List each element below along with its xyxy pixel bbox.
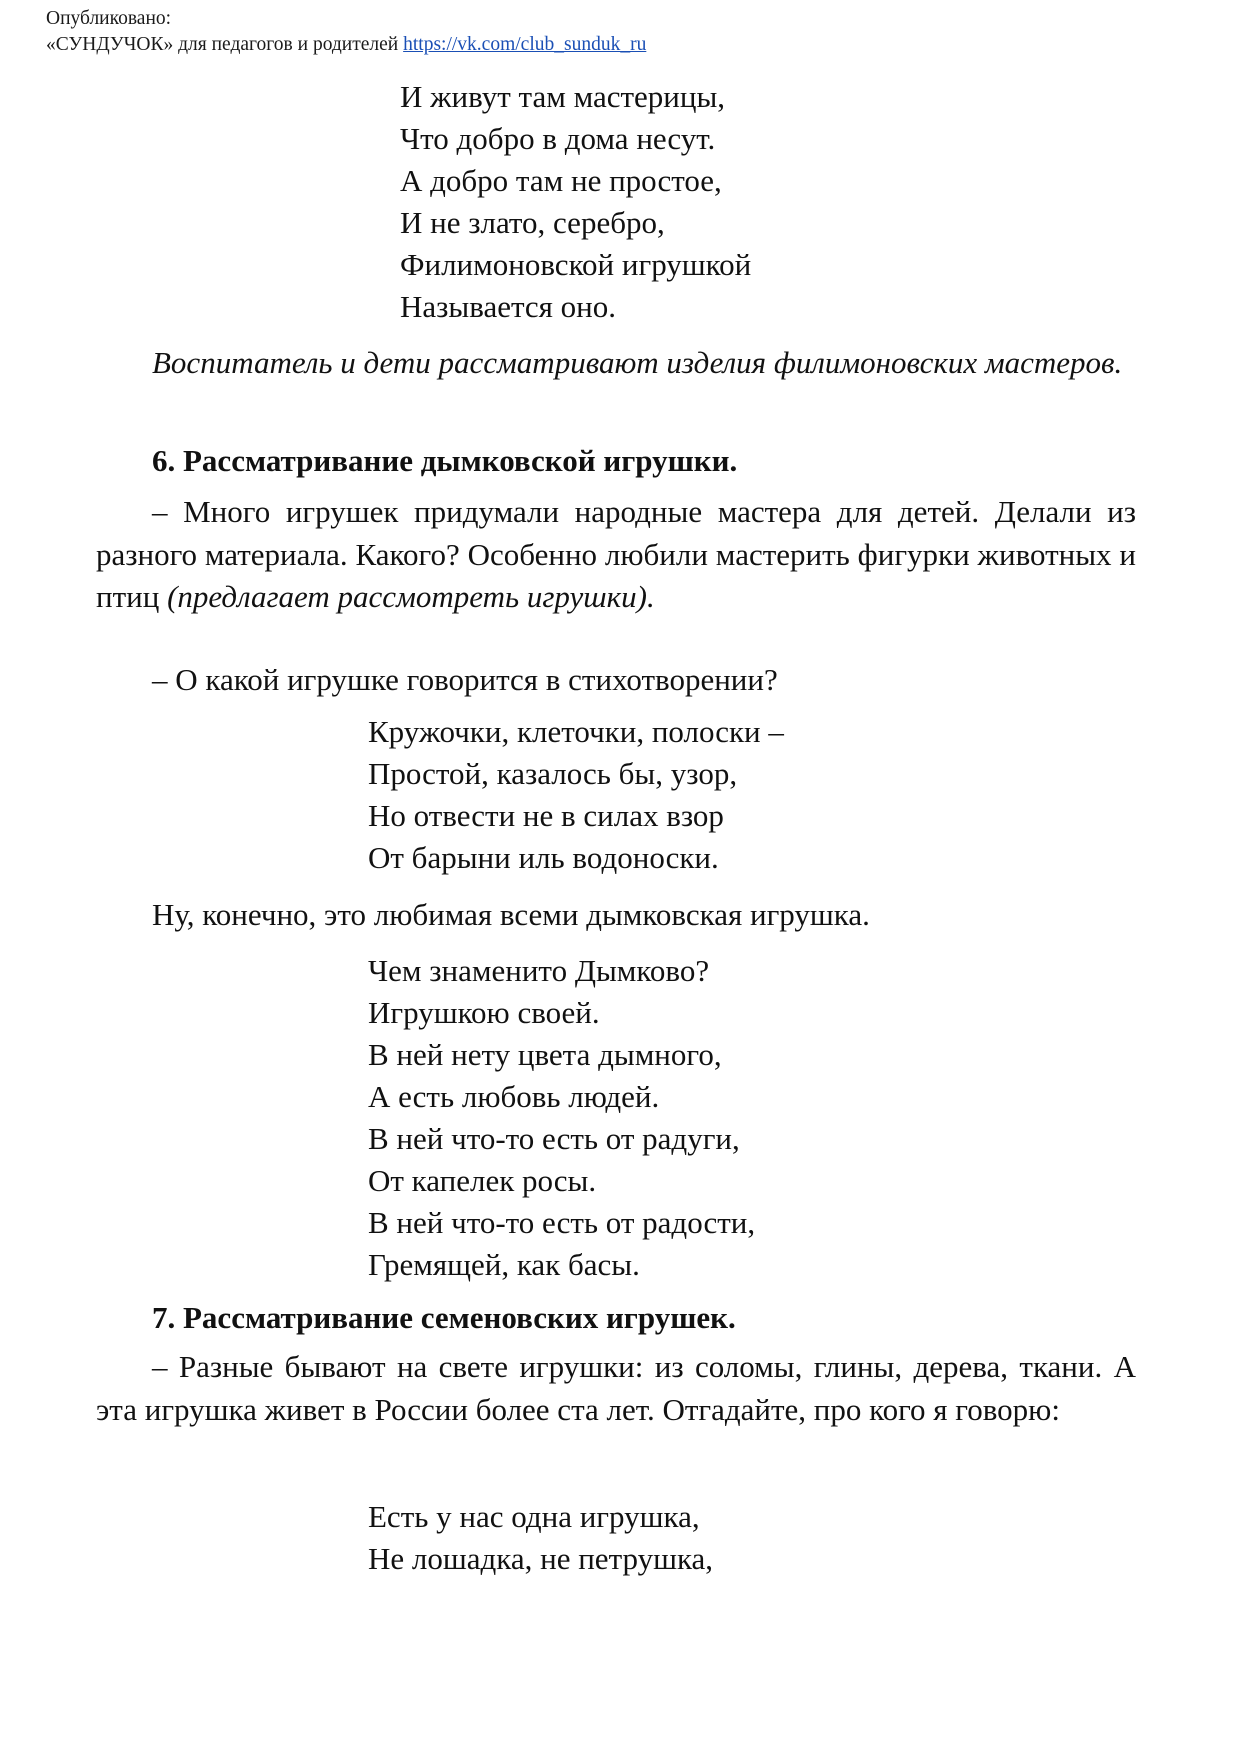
published-label: Опубликовано: (46, 8, 172, 29)
section-6-paragraph-text: – Много игрушек придумали народные мастера для детей. Делали из разного материала. Какого? Особенно любили мастерить фигурки животных и птиц (96, 494, 1136, 614)
poem-line: А добро там не простое, (400, 163, 722, 198)
poem-line: От барыни иль водоноски. (368, 840, 719, 875)
section-7-paragraph: – Разные бывают на свете игрушки: из соломы, глины, дерева, ткани. А эта игрушка живет в России более ста лет. Отгадайте, про кого я говорю: (96, 1349, 1136, 1427)
poem-line: Есть у нас одна игрушка, (368, 1499, 700, 1534)
section-6-answer: Ну, конечно, это любимая всеми дымковская игрушка. (152, 897, 870, 932)
poem-line: И не злато, серебро, (400, 205, 665, 240)
poem-line: Что добро в дома несут. (400, 121, 716, 156)
poem-line: Простой, казалось бы, узор, (368, 756, 738, 791)
poem-line: Филимоновской игрушкой (400, 247, 752, 282)
poem-line: Но отвести не в силах взор (368, 798, 724, 833)
poem-line: Называется оно. (400, 289, 617, 324)
poem-line: Чем знаменито Дымково? (368, 953, 710, 988)
poem-line: В ней нету цвета дымного, (368, 1037, 722, 1072)
section-6-question: – О какой игрушке говорится в стихотворении? (152, 662, 778, 697)
publisher-name: «СУНДУЧОК» для педагогов и родителей (46, 34, 399, 55)
section-6-heading: 6. Рассматривание дымковской игрушки. (152, 443, 738, 478)
poem-line: Игрушкою своей. (368, 995, 600, 1030)
publisher-link[interactable]: https://vk.com/club_sunduk_ru (403, 34, 647, 55)
section-6-paragraph-remark: (предлагает рассмотреть игрушки). (167, 579, 655, 614)
poem-line: Кружочки, клеточки, полоски – (368, 714, 784, 749)
poem-line: В ней что-то есть от радуги, (368, 1121, 740, 1156)
section-7-heading: 7. Рассматривание семеновских игрушек. (152, 1300, 736, 1335)
poem-line: И живут там мастерицы, (400, 79, 726, 114)
teacher-note: Воспитатель и дети рассматривают изделия филимоновских мастеров. (152, 345, 1123, 380)
poem-line: Гремящей, как басы. (368, 1247, 640, 1282)
publisher-line (46, 32, 646, 58)
publication-header (46, 6, 646, 58)
poem-line: От капелек росы. (368, 1163, 597, 1198)
poem-line: Не лошадка, не петрушка, (368, 1541, 714, 1576)
poem-line: В ней что-то есть от радости, (368, 1205, 756, 1240)
section-6-paragraph (96, 491, 1136, 619)
poem-line: А есть любовь людей. (368, 1079, 660, 1114)
